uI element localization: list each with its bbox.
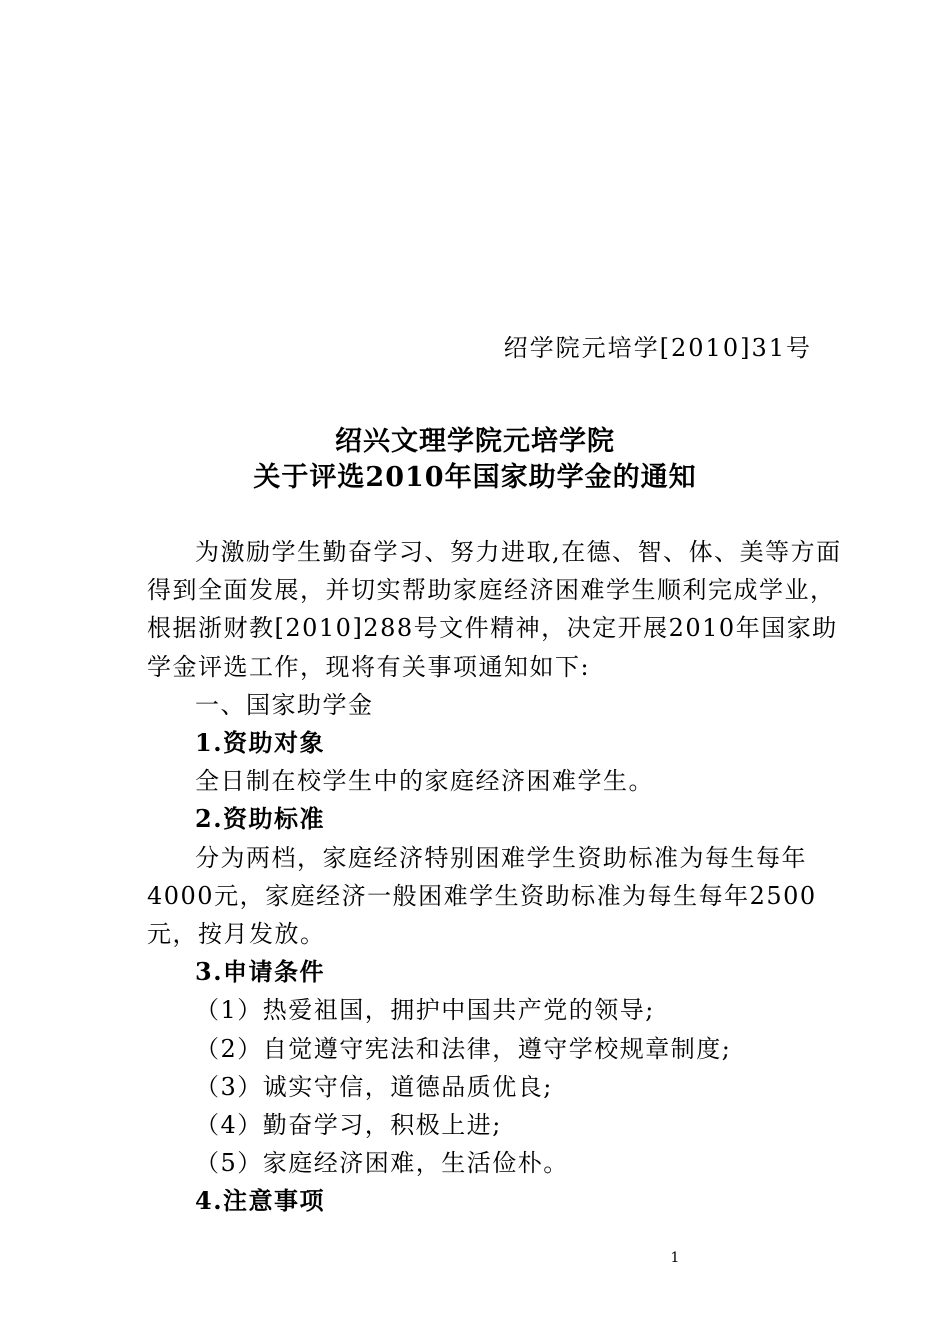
standard-line-3: 元，按月发放。 — [147, 920, 326, 949]
condition-item: （3）诚实守信，道德品质优良; — [195, 1072, 553, 1101]
page-number: 1 — [670, 1250, 680, 1266]
condition-item: （4）勤奋学习，积极上进; — [195, 1111, 502, 1140]
subsection-heading-recipients: 1.资助对象 — [195, 728, 326, 758]
subsection-heading-standard: 2.资助标准 — [195, 804, 326, 834]
standard-line-2: 4000元，家庭经济一般困难学生资助标准为每生每年2500 — [147, 881, 817, 910]
section-heading: 一、国家助学金 — [195, 690, 374, 719]
condition-item: （2）自觉遵守宪法和法律，遵守学校规章制度; — [195, 1034, 732, 1063]
condition-item: （1）热爱祖国，拥护中国共产党的领导; — [195, 996, 655, 1025]
standard-line-1: 分为两档，家庭经济特别困难学生资助标准为每生每年 — [195, 843, 807, 872]
intro-line-3: 根据浙财教[2010]288号文件精神，决定开展2010年国家助 — [147, 614, 838, 643]
intro-line-1: 为激励学生勤奋学习、努力进取,在德、智、体、美等方面 — [195, 538, 842, 566]
intro-line-4: 学金评选工作，现将有关事项通知如下: — [147, 652, 591, 681]
document-title — [0, 424, 950, 496]
document-number: 绍学院元培学[2010]31号 — [503, 334, 812, 362]
document-body — [147, 533, 842, 1221]
subsection-heading-conditions: 3.申请条件 — [195, 957, 326, 987]
subsection-heading-notes: 4.注意事项 — [195, 1186, 326, 1216]
title-line-1: 绍兴文理学院元培学院 — [335, 426, 615, 457]
condition-item: （5）家庭经济困难，生活俭朴。 — [195, 1149, 569, 1178]
intro-line-2: 得到全面发展，并切实帮助家庭经济困难学生顺利完成学业， — [147, 576, 836, 605]
title-line-2: 关于评选2010年国家助学金的通知 — [253, 462, 697, 493]
recipients-text: 全日制在校学生中的家庭经济困难学生。 — [195, 767, 654, 796]
